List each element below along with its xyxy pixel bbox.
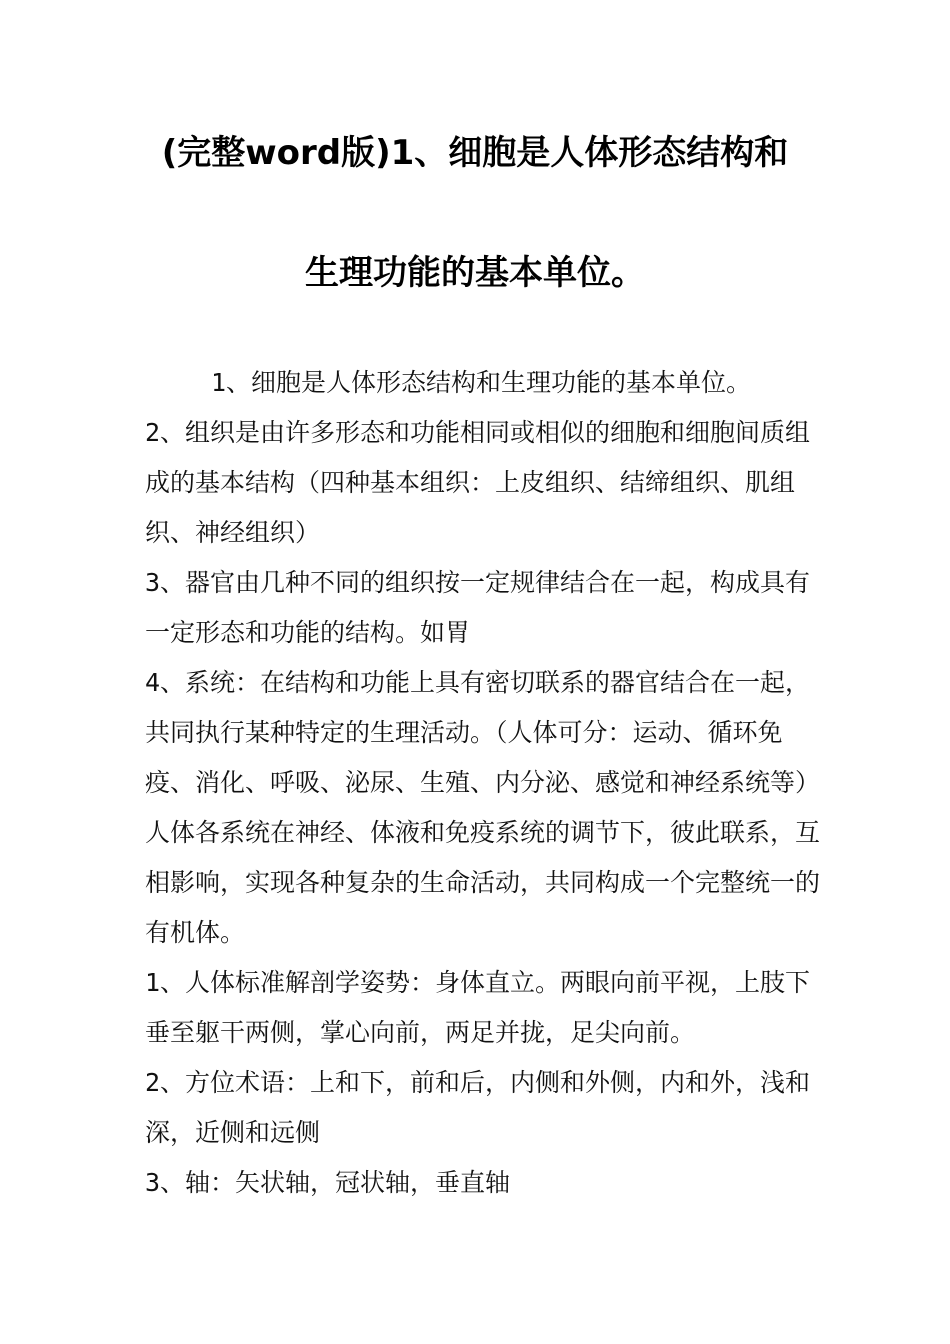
paragraph-1: 1、细胞是人体形态结构和生理功能的基本单位。: [211, 368, 752, 397]
paragraph-5: 1、人体标准解剖学姿势：身体直立。两眼向前平视，上肢下垂至躯干两侧，掌心向前，两足并拢，足尖向前。: [145, 968, 811, 1047]
document-title-line-1: (完整word版)1、细胞是人体形态结构和: [161, 133, 789, 173]
document-title-line-2: 生理功能的基本单位。: [305, 253, 645, 293]
paragraph-4: 4、系统：在结构和功能上具有密切联系的器官结合在一起，共同执行某种特定的生理活动。（人体可分：运动、循环免疫、消化、呼吸、泌尿、生殖、内分泌、感觉和神经系统等）人体各系统在神经、体液和免疫系统的调节下，彼此联系，互相影响，实现各种复杂的生命活动，共同构成一个完整统一的有机体。: [145, 668, 821, 947]
document-body: [145, 358, 825, 1208]
paragraph-3: 3、器官由几种不同的组织按一定规律结合在一起，构成具有一定形态和功能的结构。如胃: [145, 568, 811, 647]
paragraph-2: 2、组织是由许多形态和功能相同或相似的细胞和细胞间质组成的基本结构（四种基本组织：上皮组织、结缔组织、肌组织、神经组织）: [145, 418, 811, 547]
paragraph-6: 2、方位术语：上和下，前和后，内侧和外侧，内和外，浅和深，近侧和远侧: [145, 1068, 811, 1147]
paragraph-7: 3、轴：矢状轴，冠状轴，垂直轴: [145, 1168, 511, 1197]
